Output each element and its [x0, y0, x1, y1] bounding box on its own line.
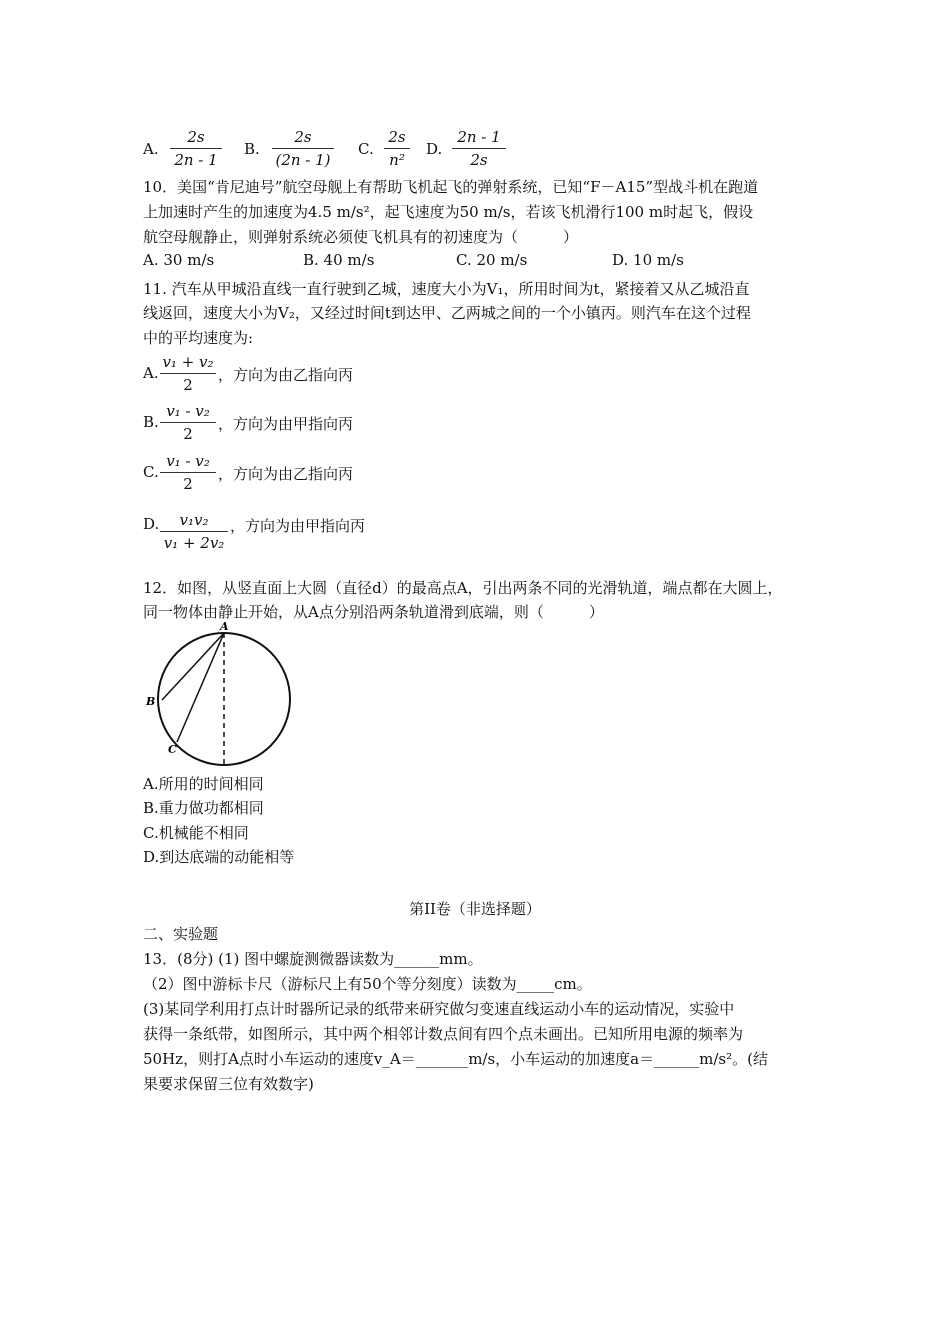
q10-stem-line-1: 10．美国“肯尼迪号”航空母舰上有帮助飞机起飞的弹射系统，已知“F－A15”型战斗机在跑道	[143, 178, 759, 196]
q11-option-c-fraction	[160, 451, 216, 494]
q11-a-numerator: v₁ + v₂	[162, 353, 214, 371]
fraction-bar	[160, 373, 216, 374]
q11-d-denominator: v₁ + 2v₂	[163, 534, 225, 552]
q13-line-2: （2）图中游标卡尺（游标尺上有50个等分刻度）读数为_____cm。	[143, 975, 592, 993]
q9-option-c-fraction	[384, 127, 410, 170]
q11-option-a-fraction	[160, 352, 216, 395]
q11-option-d-label: D.	[143, 515, 160, 533]
q9-b-denominator: (2n - 1)	[275, 151, 331, 169]
q9-d-numerator: 2n - 1	[457, 128, 501, 146]
q13-line-6: 果要求保留三位有效数字)	[143, 1075, 314, 1093]
point-b-label: B	[146, 695, 156, 708]
q11-option-a-text: ，方向为由乙指向丙	[218, 366, 354, 384]
q10-option-c: C. 20 m/s	[456, 251, 528, 269]
q11-option-c-label: C.	[143, 463, 159, 481]
q10-option-d: D. 10 m/s	[612, 251, 684, 269]
q9-a-numerator: 2s	[187, 128, 205, 146]
q10-stem-line-2: 上加速时产生的加速度为4.5 m/s²，起飞速度为50 m/s，若该飞机滑行100 m时起飞，假设	[143, 203, 754, 221]
q11-a-denominator: 2	[183, 376, 193, 394]
fraction-bar	[160, 472, 216, 473]
q12-stem-line-1: 12．如图，从竖直面上大圆（直径d）的最高点A，引出两条不同的光滑轨道，端点都在大圆上，	[143, 579, 783, 597]
q11-option-b-label: B.	[143, 413, 159, 431]
q9-d-denominator: 2s	[470, 151, 488, 169]
q12-option-d: D.到达底端的动能相等	[143, 848, 295, 866]
q12-option-b: B.重力做功都相同	[143, 799, 264, 817]
q12-option-a: A.所用的时间相同	[143, 775, 264, 793]
q13-line-5: 50Hz，则打A点时小车运动的速度v_A＝_______m/s，小车运动的加速度a＝______m/s²。(结	[143, 1050, 768, 1068]
q10-option-b: B. 40 m/s	[303, 251, 375, 269]
section-heading: 二、实验题	[143, 925, 219, 943]
fraction-bar	[160, 531, 228, 532]
q12-stem-line-2: 同一物体由静止开始，从A点分别沿两条轨道滑到底端，则（ ）	[143, 603, 604, 621]
fraction-bar	[452, 148, 506, 149]
q10-option-a: A. 30 m/s	[143, 251, 215, 269]
q11-option-c-text: ，方向为由乙指向丙	[218, 465, 354, 483]
point-a-label: A	[220, 620, 229, 633]
fraction-bar	[384, 148, 410, 149]
q9-c-denominator: n²	[389, 151, 405, 169]
q10-stem-line-3: 航空母舰静止，则弹射系统必须使飞机具有的初速度为（ ）	[143, 228, 579, 246]
track-ab	[162, 633, 224, 700]
q13-line-1: 13．(8分) (1) 图中螺旋测微器读数为______mm。	[143, 950, 483, 968]
fraction-bar	[160, 422, 216, 423]
q11-stem-line-2: 线返回，速度大小为V₂，又经过时间t到达甲、乙两城之间的一个小镇丙。则汽车在这个过程	[143, 304, 751, 322]
q11-b-denominator: 2	[183, 425, 193, 443]
q11-c-denominator: 2	[183, 475, 193, 493]
fraction-bar	[170, 148, 222, 149]
q11-b-numerator: v₁ - v₂	[166, 402, 210, 420]
q9-option-a-label: A.	[143, 140, 159, 158]
q9-option-b-label: B.	[244, 140, 260, 158]
q11-c-numerator: v₁ - v₂	[166, 452, 210, 470]
q13-line-4: 获得一条纸带，如图所示，其中两个相邻计数点间有四个点未画出。已知所用电源的频率为	[143, 1025, 744, 1043]
q12-option-c: C.机械能不相同	[143, 824, 249, 842]
part-2-title: 第II卷（非选择题）	[409, 900, 541, 918]
q9-option-d-fraction	[452, 127, 506, 170]
q9-option-d-label: D.	[426, 140, 443, 158]
q11-stem-line-3: 中的平均速度为:	[143, 329, 254, 347]
q11-option-a-label: A.	[143, 364, 159, 382]
q11-d-numerator: v₁v₂	[179, 511, 209, 529]
circle-track-figure	[140, 618, 320, 768]
q9-c-numerator: 2s	[388, 128, 406, 146]
q11-option-b-text: ，方向为由甲指向丙	[218, 415, 354, 433]
q9-option-c-label: C.	[358, 140, 374, 158]
q13-line-3: (3)某同学利用打点计时器所记录的纸带来研究做匀变速直线运动小车的运动情况，实验中	[143, 1000, 735, 1018]
q9-option-a-fraction	[170, 127, 222, 170]
track-ac	[177, 633, 224, 742]
q11-option-d-text: ，方向为由甲指向丙	[230, 517, 366, 535]
q11-option-b-fraction	[160, 401, 216, 444]
q11-stem-line-1: 11. 汽车从甲城沿直线一直行驶到乙城，速度大小为V₁，所用时间为t，紧接着又从乙城沿直	[143, 280, 750, 298]
q9-a-denominator: 2n - 1	[174, 151, 218, 169]
q9-option-b-fraction	[272, 127, 334, 170]
point-c-label: C	[168, 743, 177, 756]
q11-option-d-fraction	[160, 510, 228, 553]
fraction-bar	[272, 148, 334, 149]
q9-b-numerator: 2s	[294, 128, 312, 146]
